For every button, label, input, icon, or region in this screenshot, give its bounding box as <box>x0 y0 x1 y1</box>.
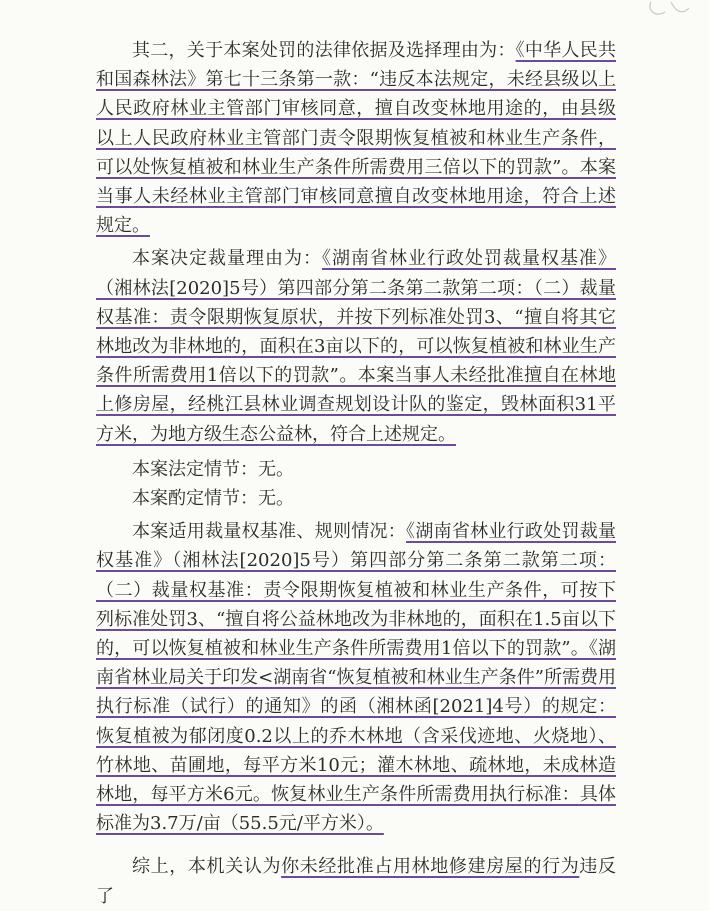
applied-standard-lead: 本案适用裁量权基准、规则情况： <box>132 521 407 543</box>
discretion-reason-citation: 《湖南省林业行政处罚裁量权基准》（湘林法[2020]5号）第四部分第二条第二款第二项：（二）裁量权基准：责令限期恢复原状，并按下列标准处罚3、“擅自将其它林地改为非林地的，面积在3亩以下的，可以恢复植被和林业生产条件所需费用1倍以下的罚款”。本案当事人未经批准擅自在林地上修房屋，经桃江县林业调查规划设计队的鉴定，毁林面积31平方米，为地方级生态公益林，符合上述规定。 <box>96 248 616 445</box>
discretion-reason-lead: 本案决定裁量理由为： <box>132 248 322 270</box>
document-body <box>96 36 616 911</box>
conclusion-finding: 你未经批准占用林地修建房屋的行为 <box>281 856 580 878</box>
legal-basis-lead: 其二，关于本案处罚的法律依据及选择理由为： <box>132 40 516 61</box>
discretionary-circumstances-text: 本案酌定情节：无。 <box>132 488 294 510</box>
paragraph-discretion-reason <box>96 244 616 448</box>
paragraph-conclusion <box>96 852 616 910</box>
applied-standard-citation: 《湖南省林业行政处罚裁量权基准》（湘林法[2020]5号）第四部分第二条第二款第二项：（二）裁量权基准：责令限期恢复植被和林业生产条件，可按下列标准处罚3、“擅自将公益林地改为非林地的，面积在1.5亩以下的，可以恢复植被和林业生产条件所需费用1倍以下的罚款”。《湖南省林业局关于印发<湖南省“恢复植被和林业生产条件”所需费用执行标准（试行）的通知》的函（湘林函[2021]4号）的规定：恢复植被为郁闭度0.2以上的乔木林地（含采伐迹地、火烧地）、竹林地、苗圃地，每平方米10元；灌木林地、疏林地，未成林造林地，每平方米6元。恢复林业生产条件所需费用执行标准：具体标准为3.7万/亩（55.5元/平方米）。 <box>96 521 617 835</box>
paragraph-discretionary-circumstances <box>96 484 616 513</box>
conclusion-lead: 综上，本机关认为 <box>132 856 282 878</box>
statutory-circumstances-text: 本案法定情节：无。 <box>132 458 294 480</box>
paragraph-statutory-circumstances <box>96 455 616 484</box>
paragraph-applied-standard <box>96 517 616 838</box>
conclusion-tail: 违反了 <box>96 856 617 907</box>
paragraph-legal-basis <box>96 36 616 240</box>
scan-corner-mark <box>641 0 695 22</box>
legal-basis-citation: 《中华人民共和国森林法》第七十三条第一款：“违反本法规定，未经县级以上人民政府林业主管部门审核同意，擅自改变林地用途的，由县级以上人民政府林业主管部门责令限期恢复植被和林业生产条件，可以处恢复植被和林业生产条件所需费用三倍以下的罚款”。本案当事人未经林业主管部门审核同意擅自改变林地用途，符合上述规定。 <box>96 40 617 237</box>
